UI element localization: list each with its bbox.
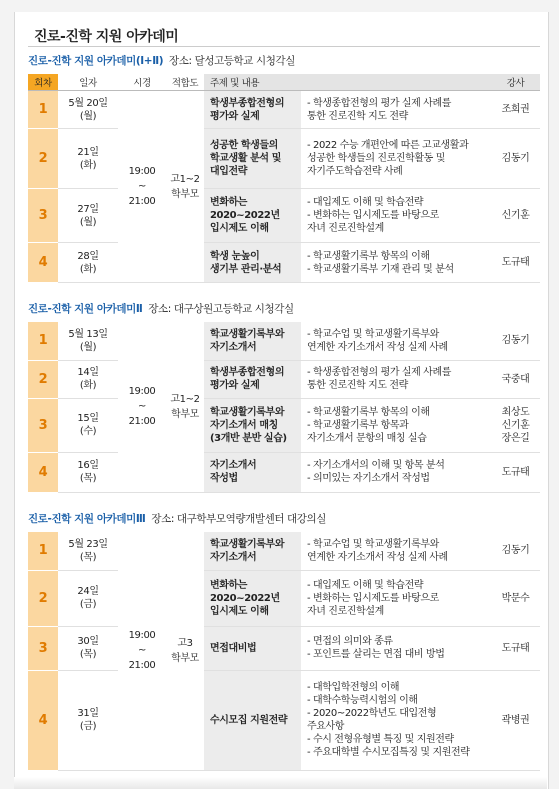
table-header-row <box>28 74 540 91</box>
desc-line: - 변화하는 입시제도를 바탕으로 <box>307 210 439 221</box>
table-row <box>28 398 540 452</box>
session-date <box>58 398 118 452</box>
topic-line: 입시제도 이해 <box>210 605 269 617</box>
desc-line: - 학교수업 및 학교생활기록부와 <box>307 328 439 340</box>
topic-line: 면접대비법 <box>210 642 257 654</box>
date-text: 28일 <box>77 250 99 262</box>
time-start: 19:00 <box>128 166 156 177</box>
schedule-table <box>28 74 540 283</box>
desc-line: - 변화하는 입시제도를 바탕으로 <box>307 592 439 604</box>
desc-line: - 2020~2022학년도 대입전형 <box>307 708 437 719</box>
time-sep: ~ <box>138 645 146 657</box>
desc-line: - 대입제도 이해 및 학습전략 <box>307 197 424 208</box>
desc-line: - 의미있는 자기소개서 작성법 <box>307 473 430 484</box>
session-topic <box>204 129 301 189</box>
session-number: 1 <box>28 532 58 570</box>
session-date <box>58 360 118 398</box>
session-teacher: 박문수 <box>491 570 540 626</box>
session-desc <box>301 243 491 283</box>
table-row <box>28 243 540 283</box>
section-place: 장소: 대구상원고등학교 시청각실 <box>148 303 294 315</box>
weekday-text: (금) <box>79 721 97 732</box>
desc-line: 자녀 진로진학설계 <box>307 605 384 617</box>
table-row <box>28 322 540 360</box>
header-target: 적합도 <box>166 74 204 91</box>
date-text: 5월 23일 <box>68 538 108 550</box>
session-target <box>166 91 204 283</box>
desc-line: 연계한 자기소개서 작성 실제 사례 <box>307 341 448 353</box>
desc-line: - 학교생활기록부 항목의 이해 <box>307 406 430 418</box>
topic-line: 변화하는 <box>210 579 248 591</box>
session-date <box>58 129 118 189</box>
topic-line: 대입전략 <box>210 166 248 177</box>
date-text: 21일 <box>77 146 99 158</box>
session-date <box>58 626 118 670</box>
topic-line: 자기소개서 <box>210 460 257 471</box>
time-end: 21:00 <box>128 416 156 428</box>
weekday-text: (화) <box>79 159 97 171</box>
table-row <box>28 452 540 492</box>
table-row <box>28 360 540 398</box>
header-topic: 주제 및 내용 <box>204 74 301 91</box>
topic-line: 자기소개서 <box>210 551 257 563</box>
target-grade: 고1~2 <box>170 173 200 185</box>
table-row <box>28 570 540 626</box>
topic-line: 평가와 실제 <box>210 110 260 122</box>
desc-line: - 학교생활기록부 항목과 <box>307 419 409 431</box>
weekday-text: (금) <box>79 599 97 610</box>
weekday-text: (월) <box>79 110 97 122</box>
section-name: 진로-진학 지원 아카데미(Ⅰ+Ⅱ) <box>28 55 164 67</box>
section-name: 진로-진학 지원 아카데미Ⅱ <box>28 303 143 315</box>
weekday-text: (화) <box>79 263 97 275</box>
session-number: 4 <box>28 243 58 283</box>
table-row <box>28 626 540 670</box>
teacher-name: 신기훈 <box>501 419 530 431</box>
academy-section-3 <box>28 512 540 771</box>
topic-line: 변화하는 <box>210 197 248 208</box>
time-end: 21:00 <box>128 196 156 207</box>
session-desc <box>301 398 491 452</box>
time-sep: ~ <box>138 401 146 413</box>
session-teacher: 김동기 <box>491 129 540 189</box>
weekday-text: (수) <box>79 426 97 437</box>
title-divider <box>28 46 540 47</box>
time-start: 19:00 <box>128 630 156 642</box>
session-number: 1 <box>28 322 58 360</box>
desc-line: - 학교생활기록부 기재 관리 및 분석 <box>307 263 454 275</box>
session-topic <box>204 670 301 770</box>
topic-line: 수시모집 지원전략 <box>210 714 288 726</box>
session-number: 1 <box>28 91 58 129</box>
session-date <box>58 532 118 570</box>
session-date <box>58 91 118 129</box>
desc-line: - 대입제도 이해 및 학습전략 <box>307 579 424 591</box>
date-text: 27일 <box>77 203 99 215</box>
session-teacher: 도규태 <box>491 243 540 283</box>
weekday-text: (월) <box>79 216 97 228</box>
weekday-text: (월) <box>79 341 97 353</box>
session-topic <box>204 189 301 243</box>
target-grade: 고3 <box>177 637 193 649</box>
date-text: 16일 <box>77 460 99 471</box>
session-topic <box>204 360 301 398</box>
session-date <box>58 452 118 492</box>
session-target <box>166 532 204 770</box>
session-date <box>58 570 118 626</box>
desc-line: 자기주도학습전략 사례 <box>307 166 403 177</box>
academy-section-1 <box>28 54 540 283</box>
header-desc <box>301 74 491 91</box>
table-row <box>28 189 540 243</box>
session-number: 2 <box>28 570 58 626</box>
time-end: 21:00 <box>128 660 156 672</box>
session-topic <box>204 91 301 129</box>
session-teacher: 도규태 <box>491 452 540 492</box>
weekday-text: (목) <box>79 473 97 484</box>
session-topic <box>204 532 301 570</box>
desc-line: - 대학수학능력시험의 이해 <box>307 695 418 706</box>
session-number: 3 <box>28 626 58 670</box>
session-teacher: 신기훈 <box>491 189 540 243</box>
desc-line: - 학교수업 및 학교생활기록부와 <box>307 538 439 550</box>
header-time: 시경 <box>118 74 166 91</box>
header-teacher: 강사 <box>491 74 540 91</box>
topic-line: 성공한 학생들의 <box>210 140 278 151</box>
page-title: 진로-진학 지원 아카데미 <box>34 29 179 45</box>
topic-line: 작성법 <box>210 473 238 484</box>
section-header <box>28 54 540 68</box>
topic-line: 생기부 관리·분석 <box>210 263 282 275</box>
date-text: 14일 <box>77 367 99 378</box>
desc-line: 주요사항 <box>307 721 345 732</box>
session-topic <box>204 452 301 492</box>
table-row <box>28 91 540 129</box>
teacher-name: 최상도 <box>501 406 530 418</box>
desc-line: - 자기소개서의 이해 및 항목 분석 <box>307 460 445 471</box>
topic-line: 학교생활기록부와 <box>210 328 285 340</box>
topic-line: (3개반 분반 실습) <box>210 432 287 444</box>
topic-line: 학교생활기록부와 <box>210 406 285 418</box>
target-audience: 학부모 <box>171 188 199 200</box>
schedule-table <box>28 532 540 771</box>
session-desc <box>301 91 491 129</box>
header-no: 회차 <box>28 74 58 91</box>
session-topic <box>204 570 301 626</box>
session-teacher: 조희권 <box>491 91 540 129</box>
section-place: 장소: 대구학부모역량개발센터 대강의실 <box>151 513 326 525</box>
desc-line: - 포인트를 살리는 면접 대비 방법 <box>307 649 445 660</box>
desc-line: - 주요대학별 수시모집특징 및 지원전략 <box>307 747 470 758</box>
target-grade: 고1~2 <box>170 393 200 405</box>
session-desc <box>301 570 491 626</box>
session-teacher: 김동기 <box>491 322 540 360</box>
topic-line: 학생 눈높이 <box>210 250 260 262</box>
topic-line: 학교생활 분석 및 <box>210 153 281 164</box>
desc-line: 통한 진로진학 지도 전략 <box>307 110 408 122</box>
desc-line: 성공한 학생들의 진로진학활동 및 <box>307 153 445 164</box>
topic-line: 자기소개서 매칭 <box>210 419 278 431</box>
teacher-name: 장은길 <box>501 432 530 444</box>
session-desc <box>301 189 491 243</box>
date-text: 15일 <box>77 413 99 424</box>
session-topic <box>204 243 301 283</box>
date-text: 5월 20일 <box>68 97 108 109</box>
topic-line: 2020~2022년 <box>210 592 280 604</box>
session-topic <box>204 322 301 360</box>
session-teacher: 도규태 <box>491 626 540 670</box>
desc-line: - 대학입학전형의 이해 <box>307 682 400 693</box>
desc-line: 연계한 자기소개서 작성 실제 사례 <box>307 551 448 563</box>
header-date: 일자 <box>58 74 118 91</box>
weekday-text: (화) <box>79 380 97 391</box>
target-audience: 학부모 <box>171 652 199 664</box>
weekday-text: (목) <box>79 649 97 660</box>
session-target <box>166 322 204 492</box>
date-text: 31일 <box>77 708 99 719</box>
session-time <box>118 322 166 492</box>
academy-section-2 <box>28 302 540 493</box>
section-place: 장소: 달성고등학교 시청각실 <box>169 55 295 67</box>
session-topic <box>204 626 301 670</box>
table-row <box>28 532 540 570</box>
topic-line: 2020~2022년 <box>210 210 280 221</box>
topic-line: 입시제도 이해 <box>210 223 269 234</box>
date-text: 5월 13일 <box>68 328 108 340</box>
session-desc <box>301 452 491 492</box>
desc-line: 통한 진로진학 지도 전략 <box>307 380 408 391</box>
session-number: 3 <box>28 189 58 243</box>
session-number: 4 <box>28 670 58 770</box>
topic-line: 학교생활기록부와 <box>210 538 285 550</box>
desc-line: - 면접의 의미와 종류 <box>307 636 393 647</box>
target-audience: 학부모 <box>171 408 199 420</box>
desc-line: - 학교생활기록부 항목의 이해 <box>307 250 430 262</box>
session-desc <box>301 670 491 770</box>
desc-line: 자기소개서 문항의 매칭 실습 <box>307 432 427 444</box>
table-row <box>28 129 540 189</box>
session-date <box>58 670 118 770</box>
session-desc <box>301 322 491 360</box>
topic-line: 평가와 실제 <box>210 380 260 391</box>
session-date <box>58 322 118 360</box>
date-text: 24일 <box>77 586 99 597</box>
session-number: 2 <box>28 360 58 398</box>
session-number: 3 <box>28 398 58 452</box>
session-teacher <box>491 398 540 452</box>
session-desc <box>301 626 491 670</box>
desc-line: - 학생종합전형의 평가 실제 사례를 <box>307 367 451 378</box>
topic-line: 자기소개서 <box>210 341 257 353</box>
session-number: 2 <box>28 129 58 189</box>
session-desc <box>301 129 491 189</box>
session-date <box>58 243 118 283</box>
session-time <box>118 532 166 770</box>
session-number: 4 <box>28 452 58 492</box>
section-name: 진로-진학 지원 아카데미Ⅲ <box>28 513 146 525</box>
weekday-text: (목) <box>79 551 97 563</box>
desc-line: 자녀 진로진학설계 <box>307 223 384 234</box>
page-bottom-shade <box>14 777 547 789</box>
session-teacher: 국중대 <box>491 360 540 398</box>
topic-line: 학생부종합전형의 <box>210 97 285 109</box>
desc-line: - 2022 수능 개편안에 따른 고교생활과 <box>307 140 469 151</box>
schedule-table <box>28 322 540 493</box>
session-desc <box>301 360 491 398</box>
session-time <box>118 91 166 283</box>
session-teacher: 김동기 <box>491 532 540 570</box>
desc-line: - 학생종합전형의 평가 실제 사례를 <box>307 97 451 109</box>
session-topic <box>204 398 301 452</box>
section-header <box>28 302 540 316</box>
table-row <box>28 670 540 770</box>
section-header <box>28 512 540 526</box>
desc-line: - 수시 전형유형별 특징 및 지원전략 <box>307 734 454 745</box>
topic-line: 학생부종합전형의 <box>210 367 285 378</box>
session-date <box>58 189 118 243</box>
session-teacher: 곽병권 <box>491 670 540 770</box>
date-text: 30일 <box>77 636 99 647</box>
time-start: 19:00 <box>128 386 156 398</box>
session-desc <box>301 532 491 570</box>
time-sep: ~ <box>138 181 146 192</box>
